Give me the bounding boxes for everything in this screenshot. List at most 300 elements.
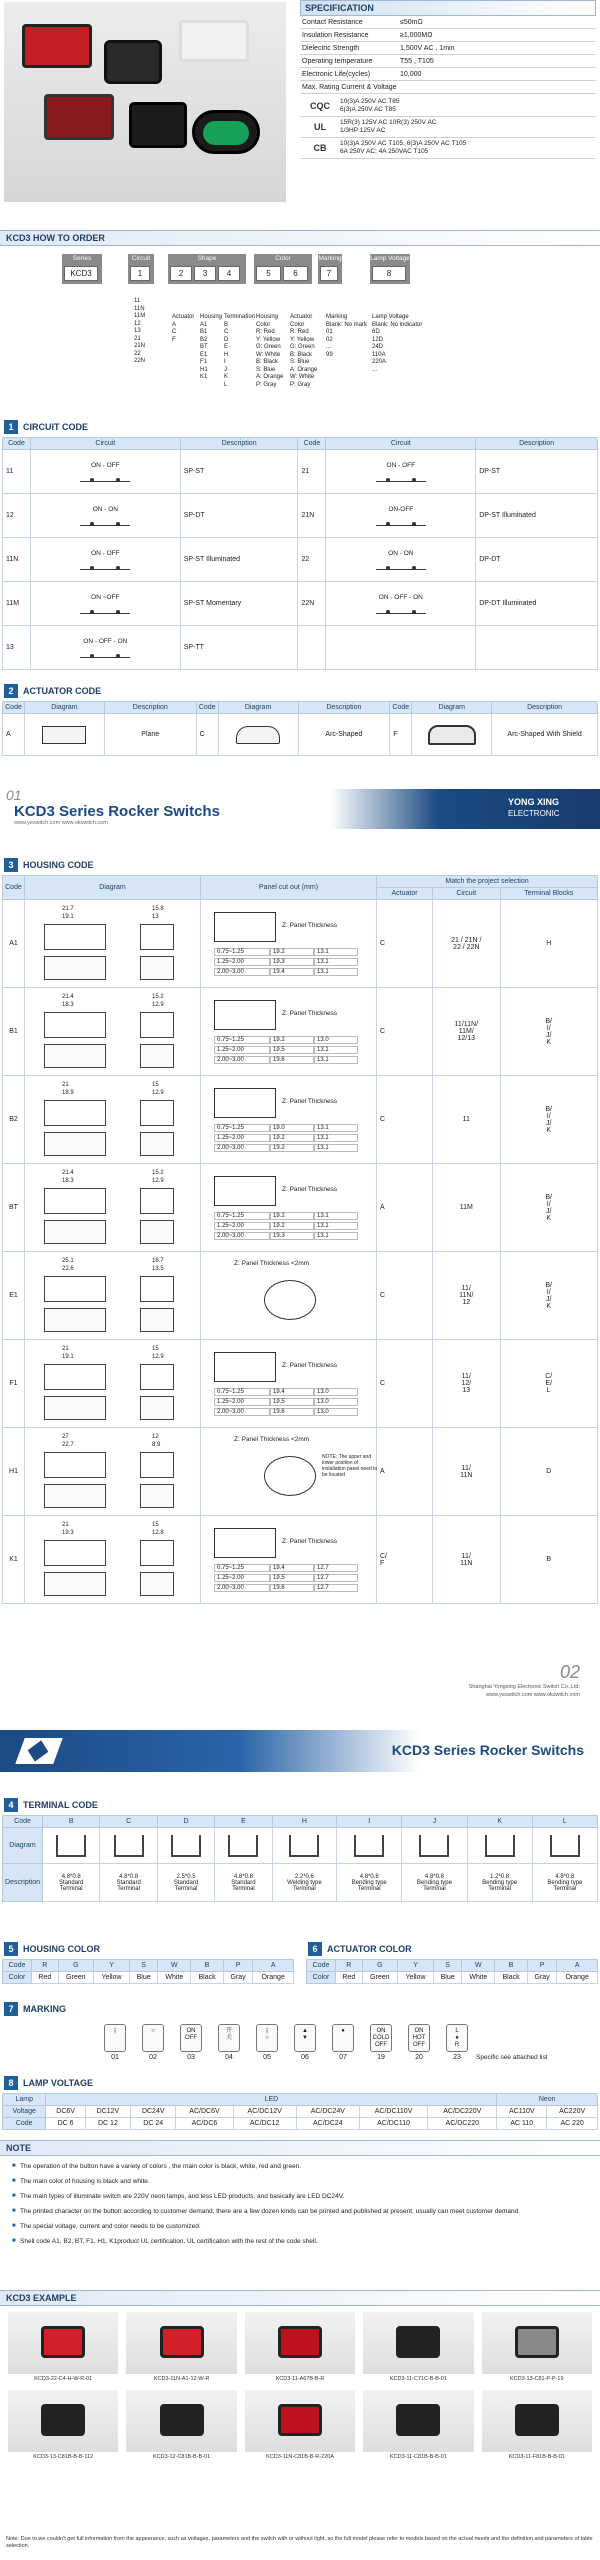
circuit-label: ON - OFF bbox=[91, 461, 120, 469]
terminal-drawing bbox=[56, 1835, 86, 1857]
column-header: Match the project selection bbox=[377, 876, 598, 888]
housing-front-view bbox=[44, 1484, 106, 1508]
cutout-value: 0.75~1.25 bbox=[214, 1124, 270, 1132]
spec-key: Electronic Life(cycles) bbox=[302, 71, 371, 78]
table-row bbox=[3, 1340, 598, 1428]
spec-value: 10,000 bbox=[400, 71, 422, 78]
column-header: Circuit bbox=[30, 438, 180, 450]
terminal-drawing bbox=[485, 1835, 515, 1857]
switch-symbol-icon bbox=[80, 648, 130, 658]
order-column-item: E bbox=[224, 344, 229, 350]
series-banner-2 bbox=[0, 1730, 600, 1772]
cutout-value: 13.0 bbox=[314, 1388, 358, 1396]
terminal-diagram bbox=[467, 1828, 532, 1864]
terminal-code: I bbox=[337, 1816, 402, 1828]
color-code: G bbox=[362, 1960, 397, 1972]
housing-top-view bbox=[44, 1452, 106, 1478]
order-column-item: ... bbox=[372, 366, 378, 373]
color-code: S bbox=[434, 1960, 462, 1972]
rating-value bbox=[340, 140, 596, 156]
cutout-value: 13.0 bbox=[314, 1408, 358, 1416]
circuit-code: 11 bbox=[3, 450, 31, 494]
example-switch bbox=[41, 2404, 85, 2436]
table-row bbox=[3, 538, 598, 582]
color-code: W bbox=[158, 1960, 191, 1972]
actuator-description: Arc-Shaped bbox=[298, 714, 390, 756]
dimension-label: 13 bbox=[152, 913, 159, 920]
lamp-code: AC/DC6 bbox=[176, 2118, 233, 2130]
example-photo bbox=[126, 2312, 236, 2374]
cutout-value: 19.3 bbox=[270, 1232, 314, 1240]
lamp-voltage: AC/DC24V bbox=[296, 2106, 359, 2118]
housing-front-view bbox=[44, 1572, 106, 1596]
color-code: R bbox=[336, 1960, 363, 1972]
cutout-rect bbox=[214, 1088, 276, 1118]
order-column-title: Actuator Color bbox=[290, 314, 313, 328]
cutout-value: 12.7 bbox=[314, 1584, 358, 1592]
example-switch bbox=[278, 2326, 322, 2358]
order-column-item: Y: Yellow bbox=[290, 336, 315, 343]
marking-code: 07 bbox=[339, 2054, 347, 2061]
column-header: Description bbox=[104, 702, 196, 714]
example-switch bbox=[160, 2326, 204, 2358]
note-line: ■ The main types of illuminate switch are 220V neon lamps, and less LED products, and basically are LED DC24V. bbox=[12, 2192, 588, 2201]
example-item bbox=[482, 2312, 592, 2382]
cutout-value: 2.00~3.00 bbox=[214, 1056, 270, 1064]
match-actuator: C bbox=[377, 1252, 433, 1340]
order-box-label: Marking bbox=[318, 255, 342, 262]
cutout-value: 2.00~3.00 bbox=[214, 1232, 270, 1240]
marking-glyph-icon: ● bbox=[332, 2024, 354, 2052]
rating-row bbox=[300, 138, 596, 159]
terminal-description: 1.2*0.8 Bending type Terminal bbox=[467, 1864, 532, 1902]
housing-side-view bbox=[140, 924, 174, 950]
example-photo bbox=[8, 2312, 118, 2374]
match-terminal: B/ I/ J/ K bbox=[500, 1164, 598, 1252]
terminal-drawing bbox=[419, 1835, 449, 1857]
rating-line: 10(3)A 250V AC T85 bbox=[340, 98, 400, 105]
color-name: Blue bbox=[130, 1972, 158, 1984]
lamp-voltage: AC/DC110V bbox=[359, 2106, 427, 2118]
spec-key: Dielectric Strength bbox=[302, 45, 360, 52]
order-column-item: L bbox=[224, 381, 228, 388]
order-column-item: Blank: No indicator bbox=[372, 321, 423, 328]
order-column-item: K bbox=[224, 374, 229, 380]
terminal-code-section bbox=[0, 1798, 600, 1902]
actuator-shape-icon bbox=[236, 726, 280, 744]
marking-item bbox=[286, 2024, 324, 2061]
table-row bbox=[3, 714, 598, 756]
actuator-color-table bbox=[306, 1959, 598, 1984]
circuit-code: 11N bbox=[3, 538, 31, 582]
note-bar bbox=[0, 2140, 600, 2156]
panel-cutout-drawing bbox=[204, 1344, 373, 1424]
housing-diagram bbox=[25, 1428, 201, 1516]
switch-symbol-icon bbox=[376, 560, 426, 570]
order-column bbox=[200, 314, 226, 382]
dimension-label: 18.3 bbox=[62, 1001, 74, 1008]
order-column-title: Lamp Voltage bbox=[372, 314, 409, 320]
color-name: Red bbox=[336, 1972, 363, 1984]
table-row bbox=[3, 626, 598, 670]
order-column bbox=[326, 314, 370, 359]
row-header: Lamp bbox=[3, 2094, 46, 2106]
panel-cutout-drawing bbox=[204, 904, 373, 984]
order-column-item: H bbox=[224, 351, 229, 358]
circuit-list-item: 11N bbox=[134, 305, 145, 312]
housing-side-view bbox=[140, 1188, 174, 1214]
housing-side-view bbox=[140, 1012, 174, 1038]
cutout-value: 19.4 bbox=[270, 1564, 314, 1572]
lamp-voltage: AC/DC12V bbox=[233, 2106, 296, 2118]
order-column-title: Housing Color bbox=[256, 314, 279, 328]
row-header: Voltage bbox=[3, 2106, 46, 2118]
dimension-label: 15 bbox=[152, 1521, 159, 1528]
example-caption: KCD3-11N-C81B-B-R-220A bbox=[266, 2454, 334, 2460]
marking-glyph-icon: 开 关 bbox=[218, 2024, 240, 2052]
order-column-item: A: Orange bbox=[256, 374, 284, 380]
marking-glyph-icon: ON HOT OFF bbox=[408, 2024, 430, 2052]
lamp-code: AC 220 bbox=[547, 2118, 598, 2130]
actuator-diagram bbox=[24, 714, 104, 756]
terminal-description: 4.8*0.8 Standard Terminal bbox=[43, 1864, 100, 1902]
marking-item bbox=[438, 2024, 476, 2061]
section-title: CIRCUIT CODE bbox=[23, 422, 88, 432]
example-item bbox=[8, 2390, 118, 2460]
order-cell: 4 bbox=[218, 266, 240, 281]
terminal-drawing bbox=[289, 1835, 319, 1857]
spec-row bbox=[300, 55, 596, 68]
circuit-diagram bbox=[326, 582, 476, 626]
housing-code: E1 bbox=[3, 1252, 25, 1340]
dimension-label: 22.6 bbox=[62, 1265, 74, 1272]
circuit-diagram bbox=[30, 582, 180, 626]
order-column-item: S: Blue bbox=[290, 359, 310, 365]
cutout-value: 19.2 bbox=[270, 948, 314, 956]
circuit-label: ON ~OFF bbox=[91, 593, 120, 601]
example-switch bbox=[41, 2326, 85, 2358]
example-photo bbox=[245, 2390, 355, 2452]
order-column-item: 99 bbox=[326, 351, 333, 358]
switch-oval bbox=[192, 110, 260, 154]
terminal-description: 4.8*0.8 Standard Terminal bbox=[100, 1864, 157, 1902]
cutout-value: 1.25~2.00 bbox=[214, 1574, 270, 1582]
circuit-description: DP-ST bbox=[476, 450, 598, 494]
housing-code: B2 bbox=[3, 1076, 25, 1164]
example-title: KCD3 EXAMPLE bbox=[6, 2293, 77, 2303]
example-switch bbox=[396, 2326, 440, 2358]
order-column-item: 01 bbox=[326, 329, 333, 335]
order-column-item: B bbox=[224, 321, 229, 328]
switch-symbol-icon bbox=[376, 604, 426, 614]
switch-symbol-icon bbox=[376, 516, 426, 526]
lamp-voltage: AC/DC220V bbox=[428, 2106, 497, 2118]
cutout-value: 2.00~3.00 bbox=[214, 1408, 270, 1416]
marking-item bbox=[324, 2024, 362, 2061]
cutout-value: 13.1 bbox=[314, 1144, 358, 1152]
panel-thickness-label: Z: Panel Thickness <2mm bbox=[234, 1259, 310, 1267]
dimension-label: 12.8 bbox=[152, 1529, 164, 1536]
dimension-label: 16.7 bbox=[152, 1257, 164, 1264]
cutout-value: 19.0 bbox=[270, 1124, 314, 1132]
match-terminal: H bbox=[500, 900, 598, 988]
marking-code: 20 bbox=[415, 2054, 423, 2061]
example-switch bbox=[396, 2404, 440, 2436]
rating-line: 10(3)A 250V AC T105, 6(3)A 250V AC T105 bbox=[340, 140, 467, 147]
match-circuit: 11/11N/ 11M/ 12/13 bbox=[433, 988, 500, 1076]
example-caption: KCD3-13-C81-P-P-19 bbox=[510, 2376, 564, 2382]
color-code: P bbox=[527, 1960, 557, 1972]
color-name: Gray bbox=[223, 1972, 253, 1984]
terminal-diagram bbox=[402, 1828, 467, 1864]
lamp-code: AC/DC24 bbox=[296, 2118, 359, 2130]
order-column-item: F1 bbox=[200, 359, 208, 365]
order-column-item: B1 bbox=[200, 329, 208, 335]
order-box-label: Lamp Voltage bbox=[370, 255, 410, 262]
lamp-voltage: DC6V bbox=[46, 2106, 85, 2118]
switch-dark-red bbox=[44, 94, 114, 140]
cutout-value: 12.7 bbox=[314, 1564, 358, 1572]
example-photo bbox=[363, 2312, 473, 2374]
table-row bbox=[3, 450, 598, 494]
housing-side-view bbox=[140, 1452, 174, 1478]
match-terminal: B/ I/ J/ K bbox=[500, 988, 598, 1076]
dimension-label: 12.9 bbox=[152, 1353, 164, 1360]
cutout-value: 13.1 bbox=[314, 1056, 358, 1064]
order-cell: KCD3 bbox=[64, 266, 98, 281]
example-item bbox=[8, 2312, 118, 2382]
table-row bbox=[3, 494, 598, 538]
dimension-label: 21 bbox=[62, 1521, 69, 1528]
order-column-item: R: Red bbox=[290, 329, 309, 335]
color-name: White bbox=[462, 1972, 495, 1984]
housing-diagram bbox=[25, 988, 201, 1076]
rating-row bbox=[300, 117, 596, 138]
housing-code: A1 bbox=[3, 900, 25, 988]
housing-top-view bbox=[44, 1276, 106, 1302]
marking-glyph-icon: ON COLD OFF bbox=[370, 2024, 392, 2052]
cutout-row bbox=[214, 968, 364, 976]
specification-table bbox=[300, 0, 596, 159]
cutout-value: 0.75~1.25 bbox=[214, 1564, 270, 1572]
order-column-item: F bbox=[172, 336, 176, 343]
section-title: TERMINAL CODE bbox=[23, 1800, 98, 1810]
order-column-item: B: Black bbox=[256, 359, 279, 365]
housing-end-view bbox=[140, 1132, 174, 1156]
cutout-value: 19.6 bbox=[270, 1056, 314, 1064]
order-column bbox=[224, 314, 254, 389]
spec-title: SPECIFICATION bbox=[300, 0, 596, 16]
panel-thickness-label: Z: Panel Thickness bbox=[282, 1185, 338, 1193]
cutout-value: 13.1 bbox=[314, 968, 358, 976]
panel-cutout-drawing bbox=[204, 1432, 378, 1512]
circuit-diagram bbox=[326, 450, 476, 494]
lamp-code: DC 6 bbox=[46, 2118, 85, 2130]
section-number: 1 bbox=[4, 420, 18, 434]
housing-diagram bbox=[25, 1164, 201, 1252]
cutout-value: 13.1 bbox=[314, 1212, 358, 1220]
note-section bbox=[0, 2162, 600, 2252]
color-name: Green bbox=[58, 1972, 93, 1984]
rating-line: 1/3HP 125V AC bbox=[340, 127, 386, 134]
actuator-diagram bbox=[218, 714, 298, 756]
example-item bbox=[363, 2390, 473, 2460]
circuit-diagram bbox=[30, 494, 180, 538]
order-column-item: B: Black bbox=[290, 351, 313, 358]
column-header: Description bbox=[492, 702, 598, 714]
column-header: Code bbox=[196, 702, 218, 714]
circuit-description bbox=[476, 626, 598, 670]
color-name: Gray bbox=[527, 1972, 557, 1984]
housing-drawing bbox=[28, 1168, 197, 1248]
cutout-rect bbox=[214, 1000, 276, 1030]
example-switch bbox=[160, 2404, 204, 2436]
cutout-value: 19.2 bbox=[270, 1222, 314, 1230]
marking-more: Specific see attached list bbox=[476, 2054, 548, 2061]
section-title: ACTUATOR CODE bbox=[23, 686, 102, 696]
terminal-code: K bbox=[467, 1816, 532, 1828]
circuit-label: ON - OFF bbox=[386, 461, 416, 469]
match-actuator: C bbox=[377, 1076, 433, 1164]
panel-cutout-drawing bbox=[204, 1256, 373, 1336]
cutout-value: 12.7 bbox=[314, 1574, 358, 1582]
panel-cutout bbox=[201, 1516, 377, 1604]
switch-symbol-icon bbox=[80, 472, 130, 482]
circuit-label: ON - OFF bbox=[91, 549, 120, 557]
order-cell: 2 bbox=[170, 266, 192, 281]
cutout-row bbox=[214, 1584, 364, 1592]
housing-diagram bbox=[25, 1252, 201, 1340]
dimension-label: 15.2 bbox=[152, 1169, 164, 1176]
column-header: Circuit bbox=[326, 438, 476, 450]
order-box bbox=[370, 254, 410, 284]
match-terminal: D bbox=[500, 1428, 598, 1516]
housing-code-table bbox=[2, 875, 598, 1604]
rating-row bbox=[300, 96, 596, 117]
housing-drawing bbox=[28, 1344, 197, 1424]
lamp-voltage: DC12V bbox=[85, 2106, 130, 2118]
panel-cutout bbox=[201, 1252, 377, 1340]
cutout-oval bbox=[264, 1280, 316, 1320]
row-header: Color bbox=[307, 1972, 336, 1984]
housing-end-view bbox=[140, 1484, 174, 1508]
circuit-label: ON-OFF bbox=[388, 505, 414, 513]
actuator-diagram bbox=[412, 714, 492, 756]
dimension-label: 19.1 bbox=[62, 913, 74, 920]
lamp-group: Neon bbox=[497, 2094, 598, 2106]
column-header: Diagram bbox=[412, 702, 492, 714]
section-title: MARKING bbox=[23, 2004, 66, 2014]
lamp-code: AC 110 bbox=[497, 2118, 547, 2130]
order-cell: 3 bbox=[194, 266, 216, 281]
terminal-drawing bbox=[114, 1835, 144, 1857]
panel-cutout bbox=[201, 1164, 377, 1252]
banner-title: KCD3 Series Rocker Switchs bbox=[391, 1742, 584, 1758]
order-column-item: B2 bbox=[200, 336, 208, 343]
banner-url: www.yeswitch.com www.okswitch.com bbox=[14, 820, 108, 826]
panel-cutout-drawing bbox=[204, 1080, 373, 1160]
cutout-value: 19.2 bbox=[270, 1212, 314, 1220]
order-column bbox=[290, 314, 326, 389]
cutout-oval bbox=[264, 1456, 316, 1496]
terminal-description: 2.5*0.5 Standard Terminal bbox=[157, 1864, 214, 1902]
order-column-item: I bbox=[224, 359, 226, 365]
marking-item bbox=[96, 2024, 134, 2061]
section-number: 3 bbox=[4, 858, 18, 872]
terminal-code: L bbox=[532, 1816, 597, 1828]
housing-diagram bbox=[25, 1516, 201, 1604]
rating-line: 15R(3) 125V AC 10R(3) 250V AC bbox=[340, 119, 437, 126]
spec-value: ≥1,000MΩ bbox=[400, 32, 433, 39]
column-header: Diagram bbox=[25, 876, 201, 900]
dimension-label: 21 bbox=[62, 1081, 69, 1088]
table-row bbox=[3, 582, 598, 626]
lamp-code: AC/DC220 bbox=[428, 2118, 497, 2130]
order-box bbox=[128, 254, 154, 284]
housing-end-view bbox=[140, 956, 174, 980]
cutout-value: 13.1 bbox=[314, 1046, 358, 1054]
banner-title: KCD3 Series Rocker Switchs bbox=[14, 803, 220, 820]
actuator-description: Arc-Shaped With Shield bbox=[492, 714, 598, 756]
housing-top-view bbox=[44, 924, 106, 950]
cutout-rect bbox=[214, 1352, 276, 1382]
table-row bbox=[3, 900, 598, 988]
cutout-row bbox=[214, 1388, 364, 1396]
section-number: 4 bbox=[4, 1798, 18, 1812]
terminal-drawing bbox=[354, 1835, 384, 1857]
series-banner-1 bbox=[0, 785, 600, 831]
housing-top-view bbox=[44, 1012, 106, 1038]
circuit-code-section bbox=[0, 420, 600, 670]
color-name: Yellow bbox=[93, 1972, 129, 1984]
marking-item bbox=[362, 2024, 400, 2061]
marking-glyph-icon: ON OFF bbox=[180, 2024, 202, 2052]
order-cell: 7 bbox=[320, 266, 338, 281]
terminal-description: 4.8*0.8 Bending type Terminal bbox=[402, 1864, 467, 1902]
example-caption: KCD3-11N-A1-12-W-R bbox=[153, 2376, 210, 2382]
terminal-diagram bbox=[532, 1828, 597, 1864]
housing-top-view bbox=[44, 1100, 106, 1126]
marking-item bbox=[172, 2024, 210, 2061]
cutout-row bbox=[214, 1232, 364, 1240]
section-number: 8 bbox=[4, 2076, 18, 2090]
row-header: Description bbox=[3, 1864, 43, 1902]
circuit-label: ON - ON bbox=[388, 549, 414, 557]
column-header: Diagram bbox=[218, 702, 298, 714]
cutout-value: 19.4 bbox=[270, 1388, 314, 1396]
match-terminal: B/ I/ J/ K bbox=[500, 1252, 598, 1340]
housing-code-section bbox=[0, 858, 600, 1604]
circuit-diagram bbox=[30, 626, 180, 670]
order-column-item: G: Green bbox=[256, 344, 281, 350]
color-code: B bbox=[191, 1960, 223, 1972]
dimension-label: 13.5 bbox=[152, 1265, 164, 1272]
example-photo bbox=[8, 2390, 118, 2452]
panel-cutout-drawing bbox=[204, 1168, 373, 1248]
section-title: ACTUATOR COLOR bbox=[327, 1944, 412, 1954]
housing-diagram bbox=[25, 1340, 201, 1428]
housing-end-view bbox=[140, 1044, 174, 1068]
how-to-order-title: KCD3 HOW TO ORDER bbox=[6, 233, 105, 243]
housing-code: F1 bbox=[3, 1340, 25, 1428]
housing-diagram bbox=[25, 1076, 201, 1164]
order-column-item: A: Orange bbox=[290, 366, 318, 373]
table-row bbox=[3, 1428, 598, 1516]
brand-name-2: ELECTRONIC bbox=[508, 809, 560, 818]
color-name: Orange bbox=[253, 1972, 294, 1984]
column-header: Actuator bbox=[377, 888, 433, 900]
lamp-code: DC 12 bbox=[85, 2118, 130, 2130]
